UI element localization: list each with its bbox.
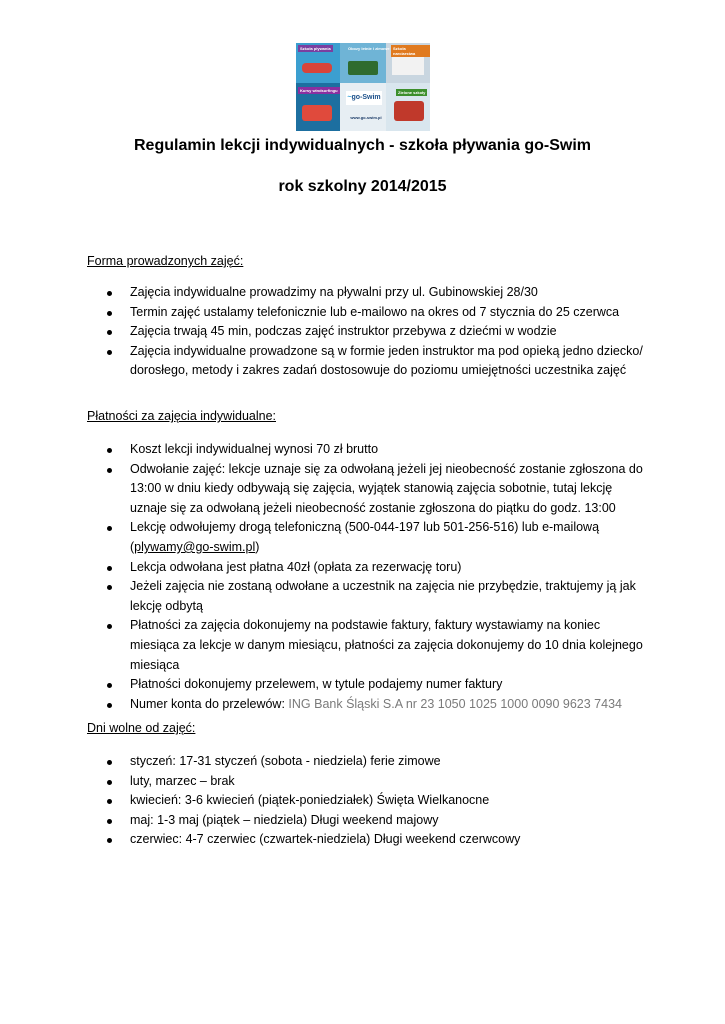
- list-item: Płatności dokonujemy przelewem, w tytule podajemy numer faktury: [104, 675, 649, 695]
- list-item: Zajęcia indywidualne prowadzone są w formie jeden instruktor ma pod opieką jedno dziecko/ dorosłego, metody i zakres zadań dostosowuje do poziomu umiejętności uczestnika zajęć: [104, 342, 649, 381]
- wave-icon: ~: [347, 94, 352, 101]
- banner-label: Zielone szkoły: [398, 90, 426, 95]
- list-item: czerwiec: 4-7 czerwiec (czwartek-niedziela) Długi weekend czerwcowy: [104, 830, 649, 850]
- go-swim-banner: [296, 43, 430, 131]
- banner-figure: [302, 105, 332, 121]
- form-list: [104, 283, 649, 381]
- list-item-text: Numer konta do przelewów:: [130, 696, 289, 711]
- logo-text: go-Swim: [351, 94, 381, 101]
- list-item: [104, 695, 649, 715]
- section-heading-form: Forma prowadzonych zajęć:: [87, 254, 244, 268]
- banner-label: Szkoła narciarstwa: [391, 45, 430, 57]
- page-subtitle: rok szkolny 2014/2015: [278, 178, 447, 195]
- list-item: Jeżeli zajęcia nie zostaną odwołane a uczestnik na zajęcia nie przybędzie, traktujemy ją jak lekcję odbytą: [104, 577, 649, 616]
- list-item: kwiecień: 3-6 kwiecień (piątek-poniedziałek) Święta Wielkanocne: [104, 791, 649, 811]
- banner-label: Szkoła pływania: [300, 46, 331, 51]
- page-title: Regulamin lekcji indywidualnych - szkoła pływania go-Swim: [134, 137, 591, 154]
- list-item: Zajęcia indywidualne prowadzimy na pływalni przy ul. Gubinowskiej 28/30: [104, 283, 649, 303]
- banner-label: Obozy letnie i zimowe: [348, 46, 390, 51]
- section-heading-days-off: Dni wolne od zajęć:: [87, 721, 196, 735]
- banner-url: www.go-swim.pl: [350, 115, 382, 120]
- list-item: Termin zajęć ustalamy telefonicznie lub e-mailowo na okres od 7 stycznia do 25 czerwca: [104, 303, 649, 323]
- list-item: Lekcję odwołujemy drogą telefoniczną (500-044-197 lub 501-256-516) lub e-mailową (plywamy@go-swim.pl): [104, 518, 649, 557]
- list-item: Zajęcia trwają 45 min, podczas zajęć instruktor przebywa z dziećmi w wodzie: [104, 322, 649, 342]
- list-item: luty, marzec – brak: [104, 772, 649, 792]
- payments-list: [104, 440, 649, 714]
- list-item: styczeń: 17-31 styczeń (sobota - niedziela) ferie zimowe: [104, 752, 649, 772]
- email-link[interactable]: plywamy@go-swim.pl: [134, 539, 256, 554]
- list-item: Koszt lekcji indywidualnej wynosi 70 zł brutto: [104, 440, 649, 460]
- banner-label: Kursy windsurfingu: [300, 88, 338, 93]
- list-item: maj: 1-3 maj (piątek – niedziela) Długi weekend majowy: [104, 811, 649, 831]
- list-item: Odwołanie zajęć: lekcje uznaje się za odwołaną jeżeli jej nieobecność zostanie zgłoszona do 13:00 w dniu kiedy odbywają się zajęcia, wyjątek stanowią zajęcia sobotnie, tutaj lekcję uznaje się za odwołaną jeżeli nieobecność zostanie zgłoszona do piątku do godz. 13:00: [104, 460, 649, 519]
- banner-figure: [392, 57, 424, 75]
- go-swim-logo: [346, 91, 382, 105]
- banner-figure: [302, 63, 332, 73]
- list-item: Płatności za zajęcia dokonujemy na podstawie faktury, faktury wystawiamy na koniec miesiąca za lekcje w danym miesiącu, płatności za zajęcia dokonujemy do 10 dnia kolejnego miesiąca: [104, 616, 649, 675]
- banner-figure: [394, 101, 424, 121]
- banner-figure: [348, 61, 378, 75]
- list-item-text: Lekcję odwołujemy drogą telefoniczną (500-044-197 lub 501-256-516) lub e-mailową: [130, 520, 600, 535]
- section-heading-payments: Płatności za zajęcia indywidualne:: [87, 409, 276, 423]
- list-item: Lekcja odwołana jest płatna 40zł (opłata za rezerwację toru): [104, 558, 649, 578]
- bank-account-number: ING Bank Śląski S.A nr 23 1050 1025 1000 0090 9623 7434: [288, 696, 622, 711]
- days-off-list: [104, 752, 649, 850]
